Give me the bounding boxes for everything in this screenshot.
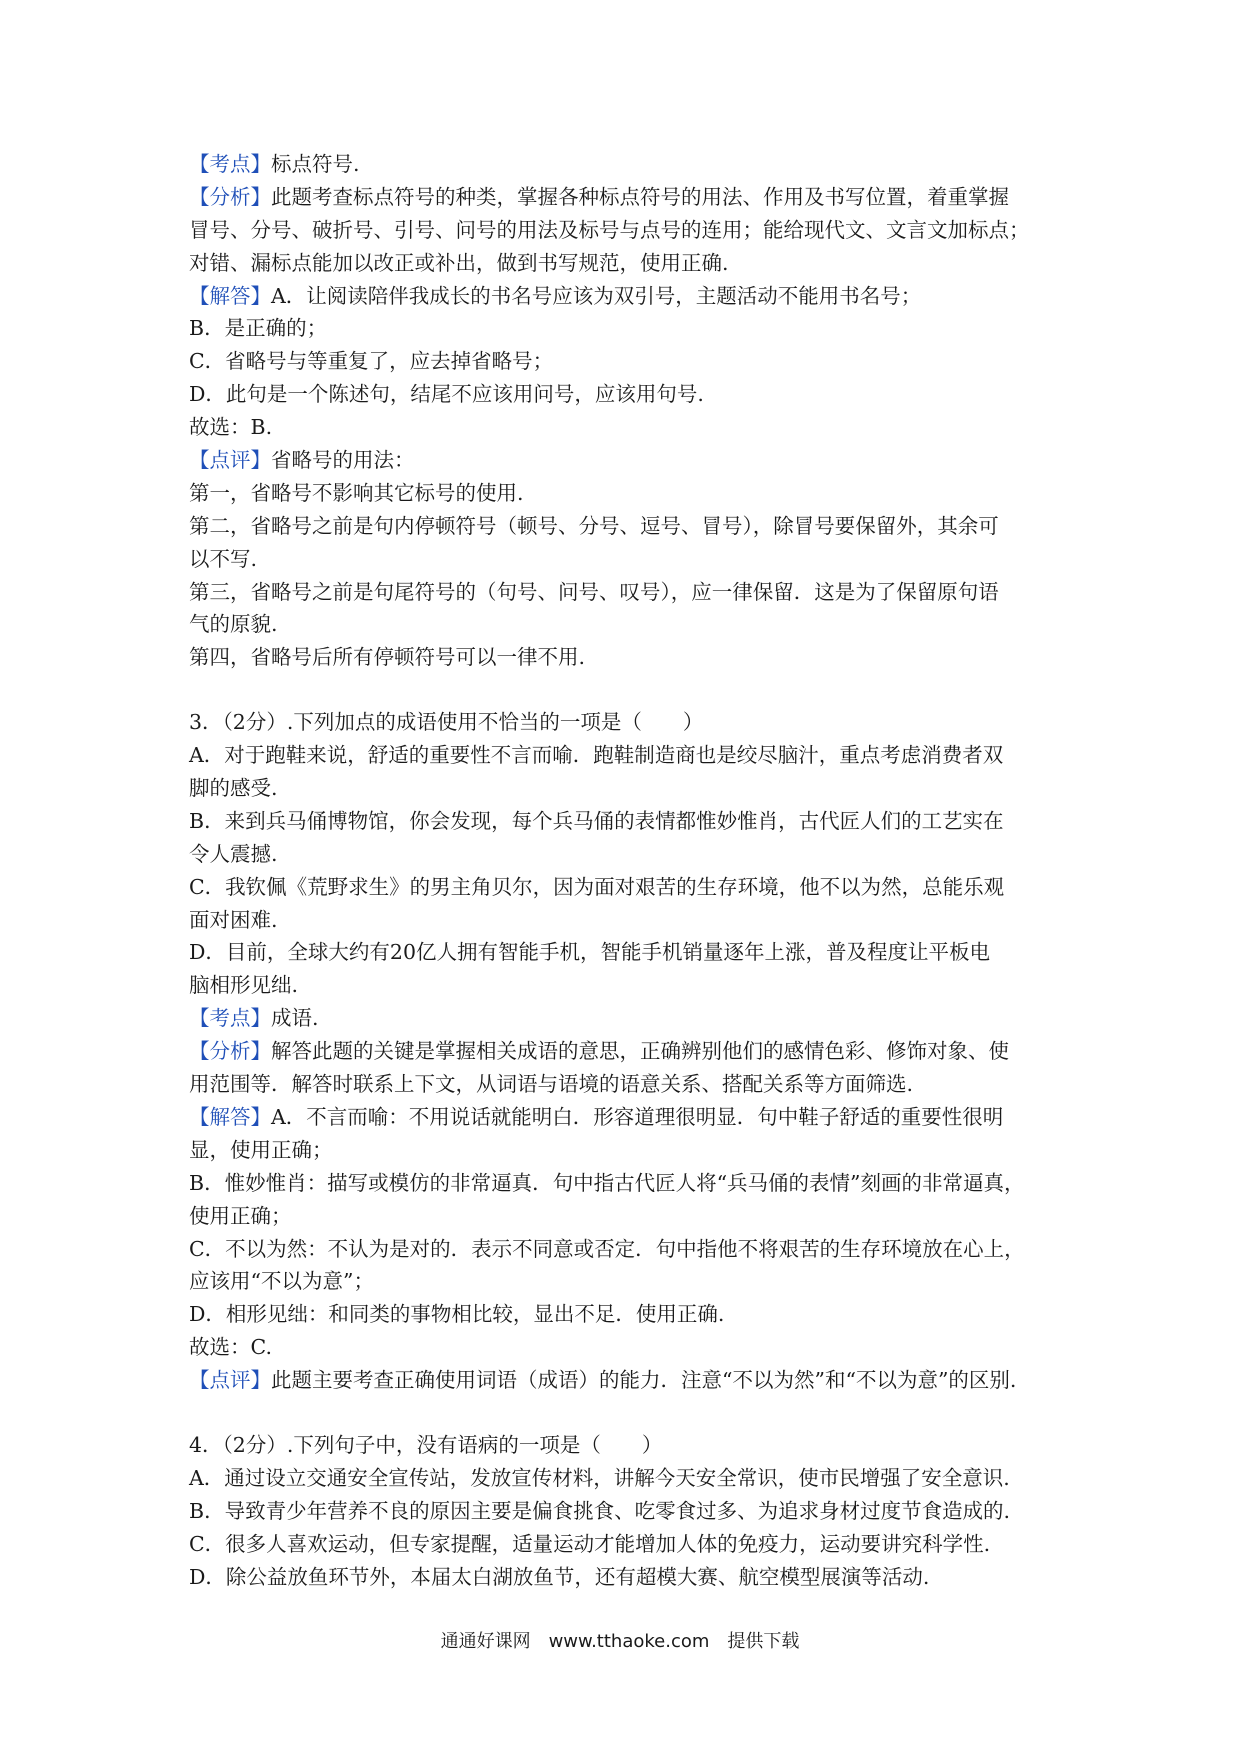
question-4-stem: 4．（2分）.下列句子中，没有语病的一项是（ ） <box>189 1432 663 1457</box>
fenxi-line <box>189 181 1069 214</box>
jieda-text: B．是正确的； <box>189 316 328 341</box>
question-3-option: 脑相形见绌. <box>189 973 299 998</box>
fenxi-text: 对错、漏标点能加以改正或补出，做到书写规范，使用正确. <box>189 250 729 275</box>
question-4-option: D．除公益放鱼环节外，本届太白湖放鱼节，还有超模大赛、航空模型展演等活动. <box>189 1564 930 1589</box>
jieda-text: 使用正确； <box>189 1203 292 1228</box>
jieda-tag: 【解答】 <box>189 283 271 308</box>
kaodian-line <box>189 1002 1069 1035</box>
jieda-text: C．不以为然：不认为是对的．表示不同意或否定．句中指他不将艰苦的生存环境放在心上， <box>189 1236 1025 1261</box>
dianping-line <box>189 444 1069 477</box>
jieda-text: A．不言而喻：不用说话就能明白．形容道理很明显．句中鞋子舒适的重要性很明 <box>271 1104 1004 1129</box>
dianping-text: 此题主要考查正确使用词语（成语）的能力．注意“不以为然”和“不以为意”的区别. <box>271 1368 1017 1393</box>
kaodian-line <box>189 148 1069 181</box>
jieda-tag: 【解答】 <box>189 1104 271 1129</box>
jieda-text: D．相形见绌：和同类的事物相比较，显出不足．使用正确. <box>189 1302 725 1327</box>
question-3-option: A．对于跑鞋来说，舒适的重要性不言而喻．跑鞋制造商也是绞尽脑汁，重点考虑消费者双 <box>189 743 1004 768</box>
fenxi-line <box>189 1035 1069 1068</box>
fenxi-text: 冒号、分号、破折号、引号、问号的用法及标号与点号的连用；能给现代文、文言文加标点； <box>189 217 1030 242</box>
fenxi-tag: 【分析】 <box>189 184 271 209</box>
question-3-option: C．我钦佩《荒野求生》的男主角贝尔，因为面对艰苦的生存环境，他不以为然，总能乐观 <box>189 874 1005 899</box>
jieda-text: 应该用“不以为意”； <box>189 1269 374 1294</box>
question-3-option: 令人震撼. <box>189 841 278 866</box>
dianping-text: 省略号的用法： <box>271 448 415 473</box>
jieda-line <box>189 280 1069 313</box>
section-gap <box>189 1397 1069 1429</box>
dianping-text: 气的原貌. <box>189 612 278 637</box>
jieda-line <box>189 1101 1069 1134</box>
question-4-option: B．导致青少年营养不良的原因主要是偏食挑食、吃零食过多、为追求身材过度节食造成的. <box>189 1498 1011 1523</box>
fenxi-text: 解答此题的关键是掌握相关成语的意思，正确辨别他们的感情色彩、修饰对象、使 <box>271 1039 1009 1064</box>
question-3-option: B．来到兵马俑博物馆，你会发现，每个兵马俑的表情都惟妙惟肖，古代匠人们的工艺实在 <box>189 808 1004 833</box>
jieda-text: D．此句是一个陈述句，结尾不应该用问号，应该用句号. <box>189 382 704 407</box>
dianping-text: 第四，省略号后所有停顿符号可以一律不用. <box>189 645 586 670</box>
question-3-stem: 3．（2分）.下列加点的成语使用不恰当的一项是（ ） <box>189 710 704 735</box>
question-4-option: C．很多人喜欢运动，但专家提醒，适量运动才能增加人体的免疫力，运动要讲究科学性. <box>189 1531 991 1556</box>
dianping-text: 第二，省略号之前是句内停顿符号（顿号、分号、逗号、冒号），除冒号要保留外，其余可 <box>189 513 999 538</box>
dianping-line <box>189 1364 1069 1397</box>
section-gap <box>189 674 1069 706</box>
kaodian-tag: 【考点】 <box>189 152 271 176</box>
fenxi-text: 此题考查标点符号的种类，掌握各种标点符号的用法、作用及书写位置，着重掌握 <box>271 184 1009 209</box>
fenxi-tag: 【分析】 <box>189 1039 271 1064</box>
jieda-text: C．省略号与等重复了，应去掉省略号； <box>189 349 554 374</box>
question-3-option: 面对困难. <box>189 907 278 932</box>
question-4-option: A．通过设立交通安全宣传站，发放宣传材料，讲解今天安全常识，使市民增强了安全意识. <box>189 1465 1010 1490</box>
dianping-text: 第一，省略号不影响其它标号的使用. <box>189 480 524 505</box>
jieda-text: 显，使用正确； <box>189 1137 333 1162</box>
answer-line: 故选：C. <box>189 1335 272 1360</box>
question-3-option: D．目前，全球大约有20亿人拥有智能手机，智能手机销量逐年上涨，普及程度让平板电 <box>189 940 991 965</box>
kaodian-text: 标点符号. <box>271 152 360 176</box>
question-3-option: 脚的感受. <box>189 776 278 801</box>
jieda-text: A．让阅读陪伴我成长的书名号应该为双引号，主题活动不能用书名号； <box>271 283 922 308</box>
dianping-text: 以不写. <box>189 546 258 571</box>
kaodian-tag: 【考点】 <box>189 1006 271 1031</box>
jieda-text: B．惟妙惟肖：描写或模仿的非常逼真．句中指古代匠人将“兵马俑的表情”刻画的非常逼真， <box>189 1170 1025 1195</box>
document-body <box>189 148 1069 1593</box>
dianping-text: 第三，省略号之前是句尾符号的（句号、问号、叹号），应一律保留．这是为了保留原句语 <box>189 579 999 604</box>
kaodian-text: 成语. <box>271 1006 319 1031</box>
answer-line: 故选：B. <box>189 415 273 440</box>
dianping-tag: 【点评】 <box>189 1368 271 1393</box>
page-footer: 通通好课网 www.tthaoke.com 提供下载 <box>440 1631 800 1652</box>
dianping-tag: 【点评】 <box>189 448 271 473</box>
fenxi-text: 用范围等．解答时联系上下文，从词语与语境的语意关系、搭配关系等方面筛选. <box>189 1072 914 1097</box>
